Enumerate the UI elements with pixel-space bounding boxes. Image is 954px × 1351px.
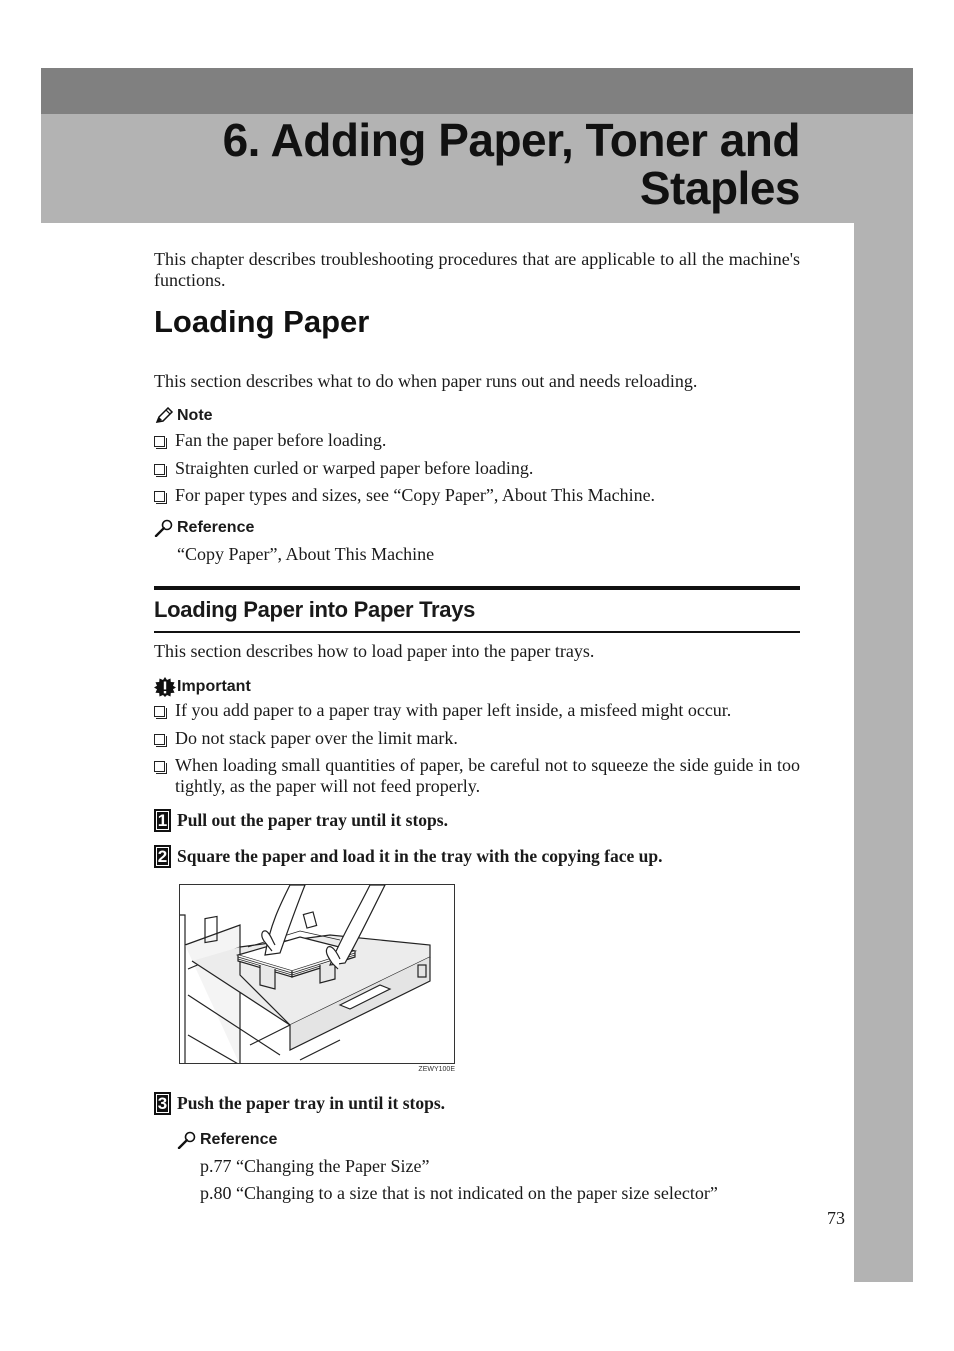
step-text: Pull out the paper tray until it stops. [177,810,448,830]
note-text: Fan the paper before loading. [175,430,387,450]
pencil-icon [154,407,174,425]
note-text: Straighten curled or warped paper before loading. [175,458,534,478]
step-1 [154,809,448,832]
checkbox-bullet-icon [154,706,165,717]
checkbox-bullet-icon [154,734,165,745]
chapter-intro: This chapter describes troubleshooting procedures that are applicable to all the machine's functions. [154,249,800,290]
subsection-rule-top [154,586,800,590]
subsection-heading: Loading Paper into Paper Trays [154,597,476,622]
magnifier-icon [154,519,174,537]
step-text: Square the paper and load it in the tray with the copying face up. [177,846,663,866]
important-text: If you add paper to a paper tray with paper left inside, a misfeed might occur. [175,700,732,720]
important-list [154,700,800,797]
paper-tray-drawing [180,885,455,1064]
list-item [154,485,800,506]
checkbox-bullet-icon [154,761,165,772]
important-icon [154,677,176,697]
reference-link[interactable]: p.77 “Changing the Paper Size” [200,1156,430,1176]
important-text: When loading small quantities of paper, be careful not to squeeze the side guide in too tightly, as the paper will not feed properly. [175,755,800,796]
reference-link[interactable]: “Copy Paper”, About This Machine [177,544,435,564]
reference-label-text: Reference [200,1131,278,1148]
checkbox-bullet-icon [154,464,165,475]
chapter-title [154,116,800,212]
step-number-badge: 3 [154,1092,171,1115]
important-label [154,677,251,697]
list-item [154,700,800,728]
paper-tray-illustration [179,884,455,1064]
step-text: Push the paper tray in until it stops. [177,1093,446,1113]
step-number-badge: 1 [154,809,171,832]
list-item [154,755,800,797]
step-number-badge: 2 [154,845,171,868]
subsection-description: This section describes how to load paper into the paper trays. [154,641,595,661]
chapter-header-band-dark [41,68,913,114]
reference-label-2 [177,1131,277,1149]
list-item [154,430,800,458]
page-number: 73 [827,1208,845,1228]
checkbox-bullet-icon [154,491,165,502]
note-text: For paper types and sizes, see “Copy Paper”, About This Machine. [175,485,656,505]
note-label-text: Note [177,407,213,424]
reference-link[interactable]: p.80 “Changing to a size that is not indicated on the paper size selector” [200,1183,718,1203]
note-label [154,407,213,425]
magnifier-icon [177,1131,197,1149]
chapter-title-line2: Staples [639,162,800,214]
reference-label [154,519,254,537]
important-label-text: Important [177,678,251,695]
reference-label-text: Reference [177,519,255,536]
chapter-title-line1: 6. Adding Paper, Toner and [222,114,800,166]
step-3 [154,1092,445,1115]
section-description: This section describes what to do when paper runs out and needs reloading. [154,371,698,391]
step-2 [154,845,663,868]
chapter-thumb-tab [854,223,913,1282]
note-list [154,430,800,506]
figure-code: ZEWY100E [418,1066,455,1073]
important-text: Do not stack paper over the limit mark. [175,728,458,748]
subsection-rule-bottom [154,631,800,633]
section-heading: Loading Paper [154,304,370,339]
list-item [154,728,800,755]
list-item [154,458,800,485]
checkbox-bullet-icon [154,436,165,447]
